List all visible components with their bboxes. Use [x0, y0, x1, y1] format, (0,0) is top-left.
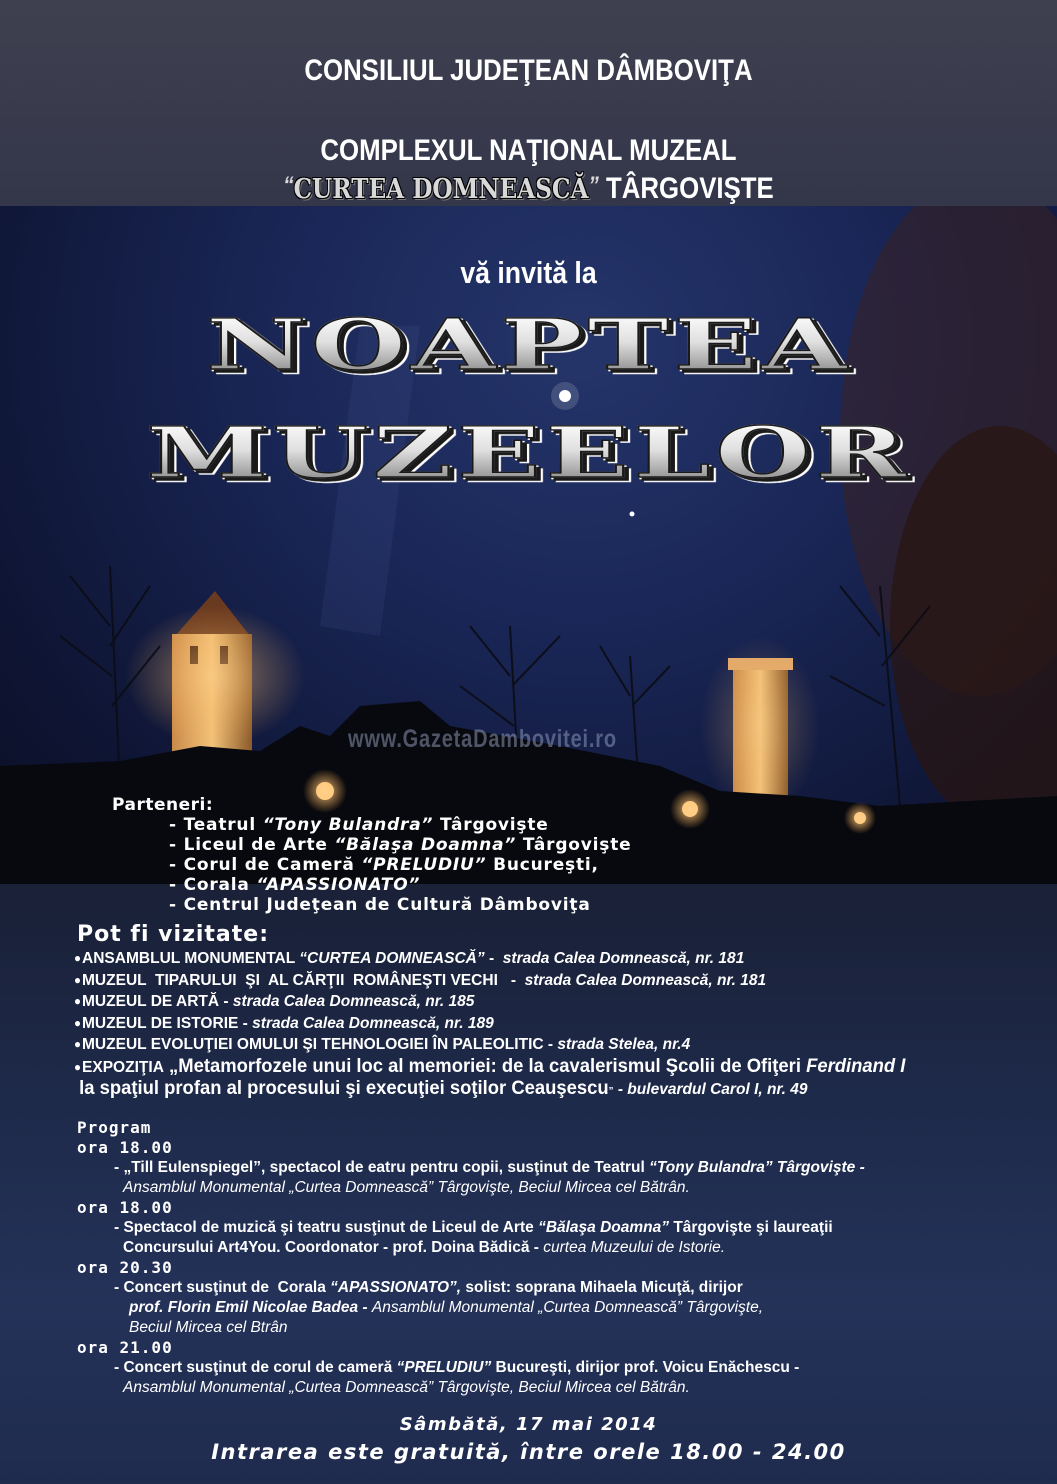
bullet-icon: ●: [74, 994, 82, 1008]
bullet-icon: ●: [74, 1059, 82, 1074]
bullet-icon: ●: [74, 972, 82, 987]
exhibition-title-2: la spaţiul profan al procesului şi execuţiei soţilor Ceauşescu: [74, 1078, 609, 1099]
venue-sep: -: [484, 950, 503, 967]
partner-name: “Bălaşa Doamna”: [334, 835, 517, 855]
event-text-post: Bucureşti, dirijor prof. Voicu Enăchescu -: [491, 1359, 800, 1376]
partner-text: - Corul de Cameră: [169, 855, 362, 875]
venue-name-italic: “CURTEA DOMNEASCĂ”: [299, 950, 485, 967]
program-heading: Program: [77, 1118, 152, 1137]
exhibition-label: EXPOZIŢIA: [82, 1058, 164, 1076]
venue-address: strada Calea Domnească, nr. 185: [232, 993, 475, 1010]
event-coordinator: Concursului Art4You. Coordonator - prof. Doina Bădică -: [123, 1239, 544, 1256]
star: [630, 512, 635, 517]
venue-item: [74, 1013, 905, 1035]
venue-sep: -: [497, 971, 525, 989]
museum-complex-line: COMPLEXUL NAŢIONAL MUZEAL: [320, 134, 737, 167]
venue-item: [74, 1034, 905, 1056]
partner-city: Bucureşti,: [486, 855, 599, 875]
venues-list: [74, 948, 931, 1103]
watermark: www.GazetaDambovitei.ro: [348, 725, 617, 753]
event-desc: [114, 1158, 865, 1178]
partner-city: Târgovişte: [433, 815, 549, 835]
event-text-post: solist: soprana Mihaela Micuţă, dirijor: [461, 1279, 743, 1296]
exhibition-sep: -: [613, 1081, 628, 1098]
partner-text: - Teatrul: [169, 815, 263, 835]
exhibition-item-line2: [74, 1078, 905, 1103]
museum-name-line: [74, 172, 983, 206]
event-text: - Spectacol de muzică şi teatru susţinut de Liceul de Arte: [114, 1219, 539, 1236]
venue-item: [74, 970, 905, 992]
event-text: - Concert susţinut de corul de cameră: [114, 1359, 397, 1376]
event-place: curtea Muzeului de Istorie.: [543, 1239, 726, 1256]
organizer-line: CONSILIUL JUDEŢEAN DÂMBOVIŢA: [304, 54, 753, 87]
exhibition-close-quote: ”: [608, 1086, 614, 1097]
partner-city: Târgovişte: [516, 835, 632, 855]
close-quote: ”: [588, 172, 599, 199]
event-date: Sâmbătă, 17 mai 2014: [399, 1414, 658, 1435]
partner-item: [169, 895, 631, 915]
event-location: [123, 1238, 865, 1258]
partner-name: “PRELUDIU”: [361, 855, 487, 875]
venue-sep: -: [238, 1014, 253, 1032]
venue-sep: -: [543, 1036, 558, 1053]
venue-item: [74, 948, 905, 970]
event-time: ora 18.00: [77, 1198, 173, 1217]
venue-name: MUZEUL DE ISTORIE: [82, 1014, 239, 1032]
open-quote: “: [283, 172, 294, 199]
event-performer: “Bălaşa Doamna”: [538, 1219, 670, 1236]
bullet-icon: ●: [74, 1037, 82, 1051]
venue-sep: -: [219, 993, 233, 1010]
event-performer: “APASSIONATO”,: [330, 1279, 462, 1296]
exhibition-title-italic: Ferdinand I: [806, 1055, 906, 1077]
venue-name: MUZEUL EVOLUŢIEI OMULUI ŞI TEHNOLOGIEI ÎN PALEOLITIC: [82, 1036, 544, 1053]
event-time: ora 20.30: [77, 1258, 173, 1277]
event-location: Ansamblul Monumental „Curtea Domnească” Târgovişte, Beciul Mircea cel Bătrân.: [123, 1179, 690, 1196]
venue-item: [74, 991, 905, 1013]
event-place: Ansamblul Monumental „Curtea Domnească” Târgovişte,: [371, 1299, 764, 1316]
event-location-2: Beciul Mircea cel Btrân: [129, 1319, 288, 1336]
event-desc: [114, 1218, 865, 1238]
event-text: - „Till Eulenspiegel”, spectacol de eatru pentru copii, susţinut de Teatrul: [114, 1159, 650, 1176]
event-time: ora 18.00: [77, 1138, 173, 1157]
event-desc: [114, 1358, 865, 1378]
partner-item: [169, 835, 631, 855]
partner-text: - Centrul Judeţean de Cultură Dâmboviţa: [169, 895, 591, 915]
venue-name: MUZEUL DE ARTĂ: [82, 993, 220, 1010]
partner-text: - Liceul de Arte: [169, 835, 335, 855]
program-section: [77, 1118, 865, 1398]
partner-name: “Tony Bulandra”: [262, 815, 434, 835]
event-location: [129, 1298, 865, 1318]
exhibition-item: [74, 1056, 905, 1079]
partner-text: - Corala: [169, 875, 257, 895]
venue-address: strada Calea Domnească, nr. 181: [502, 950, 745, 967]
venue-address: strada Calea Domnească, nr. 181: [524, 971, 767, 989]
title-line-1: NOAPTEA: [0, 310, 1057, 381]
venue-address: strada Stelea, nr.4: [557, 1036, 691, 1053]
title-line-2: MUZEELOR: [0, 418, 1057, 489]
event-performer: “PRELUDIU”: [396, 1359, 492, 1376]
venue-name: MUZEUL TIPARULUI ŞI AL CĂRŢII ROMÂNEŞTI VECHI: [82, 971, 498, 989]
partner-name: “APASSIONATO”: [256, 875, 421, 895]
event-time: ora 21.00: [77, 1338, 173, 1357]
partners-section: [112, 795, 631, 915]
partner-item: [169, 875, 631, 895]
venue-address: strada Calea Domnească, nr. 189: [252, 1014, 494, 1032]
bullet-icon: ●: [74, 1015, 82, 1030]
exhibition-title-1: „Metamorfozele unui loc al memoriei: de la cavalerismul Şcolii de Ofiţeri: [163, 1055, 807, 1077]
event-text-post: Târgovişte şi laureaţii: [669, 1219, 833, 1236]
partners-heading: Parteneri:: [112, 795, 214, 815]
event-conductor: prof. Florin Emil Nicolae Badea -: [129, 1299, 372, 1316]
bullet-icon: ●: [74, 951, 82, 965]
partner-item: [169, 855, 631, 875]
venues-heading: Pot fi vizitate:: [77, 922, 270, 947]
event-location: Ansamblul Monumental „Curtea Domnească” Târgovişte, Beciul Mircea cel Bătrân.: [123, 1379, 690, 1396]
event-desc: [114, 1278, 865, 1298]
partner-item: [169, 815, 631, 835]
exhibition-address: bulevardul Carol I, nr. 49: [627, 1081, 808, 1098]
event-performer: “Tony Bulandra” Târgovişte -: [649, 1159, 865, 1176]
museum-name: CURTEA DOMNEASCĂ: [293, 174, 589, 205]
entry-info: Intrarea este gratuită, între orele 18.00 - 24.00: [211, 1440, 846, 1464]
venue-name: ANSAMBLUL MONUMENTAL: [82, 950, 300, 967]
event-text: - Concert susţinut de Corala: [114, 1279, 331, 1296]
invite-line: vă invită la: [460, 255, 597, 290]
museum-city: TÂRGOVIŞTE: [606, 172, 774, 205]
